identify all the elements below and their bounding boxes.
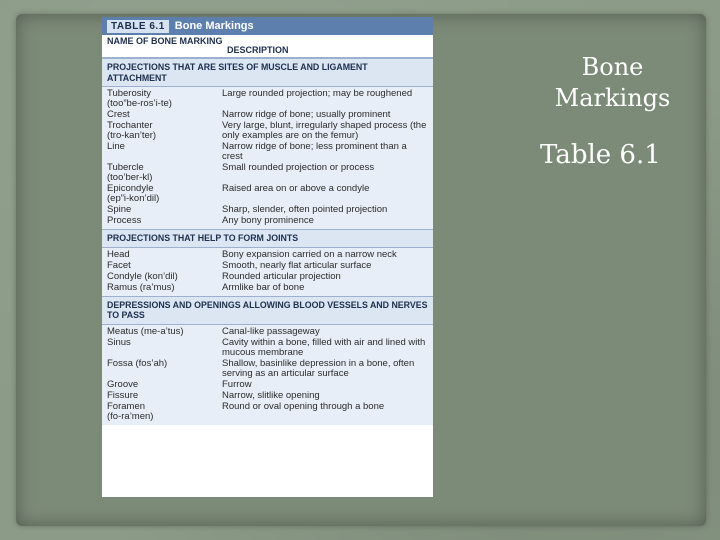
bone-marking-description: Bony expansion carried on a narrow neck [222,248,397,260]
table-row [102,359,433,379]
term-name: Fossa (fos’ah) [107,357,168,369]
bone-marking-term [102,121,222,141]
table-section-heading: PROJECTIONS THAT ARE SITES OF MUSCLE AND LIGAMENT ATTACHMENT [102,58,433,87]
bone-marking-description: Narrow ridge of bone; usually prominent [222,109,391,120]
bone-marking-description: Very large, blunt, irregularly shaped process (the only examples are on the femur) [222,120,427,141]
bone-marking-term [102,261,222,271]
table-row [102,380,433,390]
column-header-description: DESCRIPTION [227,45,289,55]
bone-marking-description: Any bony prominence [222,215,314,226]
term-name: Meatus (me-a’tus) [107,325,184,337]
term-name: Spine [107,204,132,215]
bone-marking-description: Raised area on or above a condyle [222,183,370,194]
table-row [102,163,433,183]
table-row [102,205,433,215]
slide-subtitle: Table 6.1 [540,140,661,170]
term-pronunciation: (too’ber-kl) [107,172,153,183]
term-name: Groove [107,378,139,390]
bone-marking-description: Narrow, slitlike opening [222,389,320,401]
table-number: TABLE 6.1 [107,20,169,33]
slide-title: Bone Markings [554,53,671,112]
term-name: Tuberosity [107,88,151,99]
table-row [102,391,433,401]
bone-marking-term [102,142,222,162]
term-name: Condyle (kon’dil) [107,270,178,282]
table-row [102,250,433,260]
table-caption: Bone Markings [174,20,254,32]
table-body [102,58,433,425]
bone-markings-table [102,17,433,497]
table-row [102,184,433,204]
term-pronunciation: (fo-ra’men) [107,410,154,422]
table-section-rows [102,325,433,425]
bone-marking-description: Smooth, nearly flat articular surface [222,259,372,271]
table-section-rows [102,248,433,296]
bone-marking-description: Cavity within a bone, filled with air and lined with mucous membrane [222,336,426,358]
bone-marking-term [102,327,222,337]
bone-marking-term [102,283,222,293]
term-name: Line [107,141,125,152]
bone-marking-term [102,402,222,422]
table-row [102,261,433,271]
table-header [102,17,433,35]
table-row [102,283,433,293]
table-section-heading: PROJECTIONS THAT HELP TO FORM JOINTS [102,229,433,248]
bone-marking-term [102,216,222,226]
table-section-rows [102,87,433,229]
table-row [102,327,433,337]
bone-marking-term [102,163,222,183]
term-name: Epicondyle [107,183,154,194]
term-name: Crest [107,109,130,120]
term-name: Ramus (ra’mus) [107,281,175,293]
bone-marking-term [102,205,222,215]
term-name: Sinus [107,336,131,348]
table-row [102,121,433,141]
bone-marking-term [102,359,222,379]
term-pronunciation: (ep”i-kon’dil) [107,193,160,204]
bone-marking-description: Canal-like passageway [222,325,320,337]
bone-marking-description: Armlike bar of bone [222,281,305,293]
term-name: Head [107,248,130,260]
term-pronunciation: (tro-kan’ter) [107,130,157,141]
bone-marking-description: Shallow, basinlike depression in a bone, often serving as an articular surface [222,357,415,379]
table-row [102,338,433,358]
bone-marking-description: Sharp, slender, often pointed projection [222,204,388,215]
bone-marking-term [102,184,222,204]
bone-marking-term [102,250,222,260]
table-row [102,110,433,120]
table-row [102,89,433,109]
bone-marking-description: Large rounded projection; may be roughened [222,88,413,99]
bone-marking-description: Furrow [222,378,252,390]
table-row [102,402,433,422]
bone-marking-description: Small rounded projection or process [222,162,375,173]
term-name: Foramen [107,400,146,412]
bone-marking-term [102,89,222,109]
bone-marking-term [102,338,222,358]
term-pronunciation: (too”be-ros’i-te) [107,98,172,109]
bone-marking-description: Narrow ridge of bone; less prominent than a crest [222,141,407,162]
term-name: Facet [107,259,131,271]
term-name: Process [107,215,142,226]
column-header-name: NAME OF BONE MARKING [107,36,223,46]
bone-marking-term [102,391,222,401]
bone-marking-term [102,272,222,282]
bone-marking-term [102,380,222,390]
term-name: Fissure [107,389,139,401]
bone-marking-description: Round or oval opening through a bone [222,400,385,412]
bone-marking-term [102,110,222,120]
term-name: Tubercle [107,162,144,173]
table-row [102,142,433,162]
table-row [102,272,433,282]
bone-marking-description: Rounded articular projection [222,270,341,282]
term-name: Trochanter [107,120,153,131]
table-column-headers [102,35,433,58]
table-row [102,216,433,226]
table-section-heading: DEPRESSIONS AND OPENINGS ALLOWING BLOOD VESSELS AND NERVES TO PASS [102,296,433,325]
